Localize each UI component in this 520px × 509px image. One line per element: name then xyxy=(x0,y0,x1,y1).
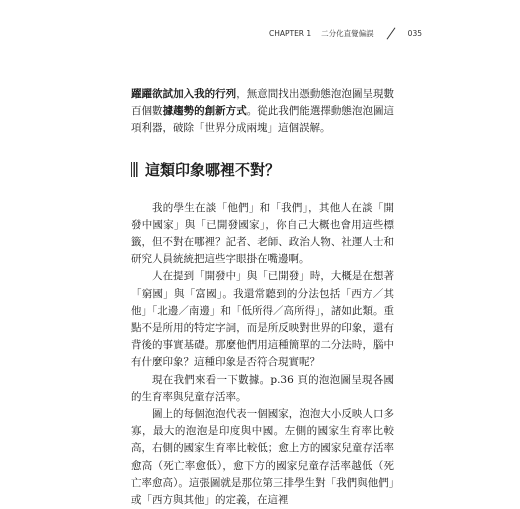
intro-bold-1: 躍躍欲試加入我的行列 xyxy=(131,88,237,100)
chapter-label: CHAPTER 1 xyxy=(268,29,312,38)
page-body xyxy=(131,86,394,509)
running-header xyxy=(269,28,422,39)
section-heading xyxy=(131,160,394,180)
paragraph-4: 圖上的每個泡泡代表一個國家，泡泡大小反映人口多寡，最大的泡泡是印度與中國。左側的國家生育率比較高，右側的國家生育率比較低；愈上方的國家兒童存活率愈高（死亡率愈低），愈下方的國家兒童存活率越低（死亡率愈高）。這張圖就是那位第三排學生對「我們與他們」或「西方與其他」的定義，在這裡 xyxy=(131,408,394,507)
intro-paragraph xyxy=(131,86,394,138)
page-number: 035 xyxy=(407,29,422,38)
paragraph-2: 人在提到「開發中」與「已開發」時，大概是在想著「窮國」與「富國」。我還常聽到的分法包括「西方／其他」「北邊／南邊」和「低所得／高所得」，諸如此類。重點不是所用的特定字詞，而是所反映對世界的印象，還有背後的事實基礎。那麼他們用這種簡單的二分法時，腦中有什麼印象？這種印象是否符合現實呢？ xyxy=(131,270,394,369)
paragraph-1: 我的學生在談「他們」和「我們」，其他人在談「開發中國家」與「已開發國家」，你自己大概也會用這些標籤，但不對在哪裡？記者、老師、政治人物、社運人士和研究人員統統把這些字眼掛在嘴邊啊。 xyxy=(131,201,394,266)
heading-marker xyxy=(131,162,139,177)
section-heading-text: 這類印象哪裡不對？ xyxy=(145,160,281,179)
paragraph-3: 現在我們來看一下數據。p.36 頁的泡泡圖呈現各國的生育率與兒童存活率。 xyxy=(131,373,394,403)
intro-text-2: 。從此我們能選擇動態泡泡圖這項利器，破除「世界分成兩塊」這個誤解。 xyxy=(131,105,395,135)
chapter-title: 二分化直覺偏誤 xyxy=(321,29,374,38)
header-separator xyxy=(386,27,395,39)
intro-text-1: ，無意間找出憑動態泡泡圖呈現數百個數 xyxy=(131,88,395,118)
intro-bold-2: 據趨勢的創新方式 xyxy=(162,105,247,118)
